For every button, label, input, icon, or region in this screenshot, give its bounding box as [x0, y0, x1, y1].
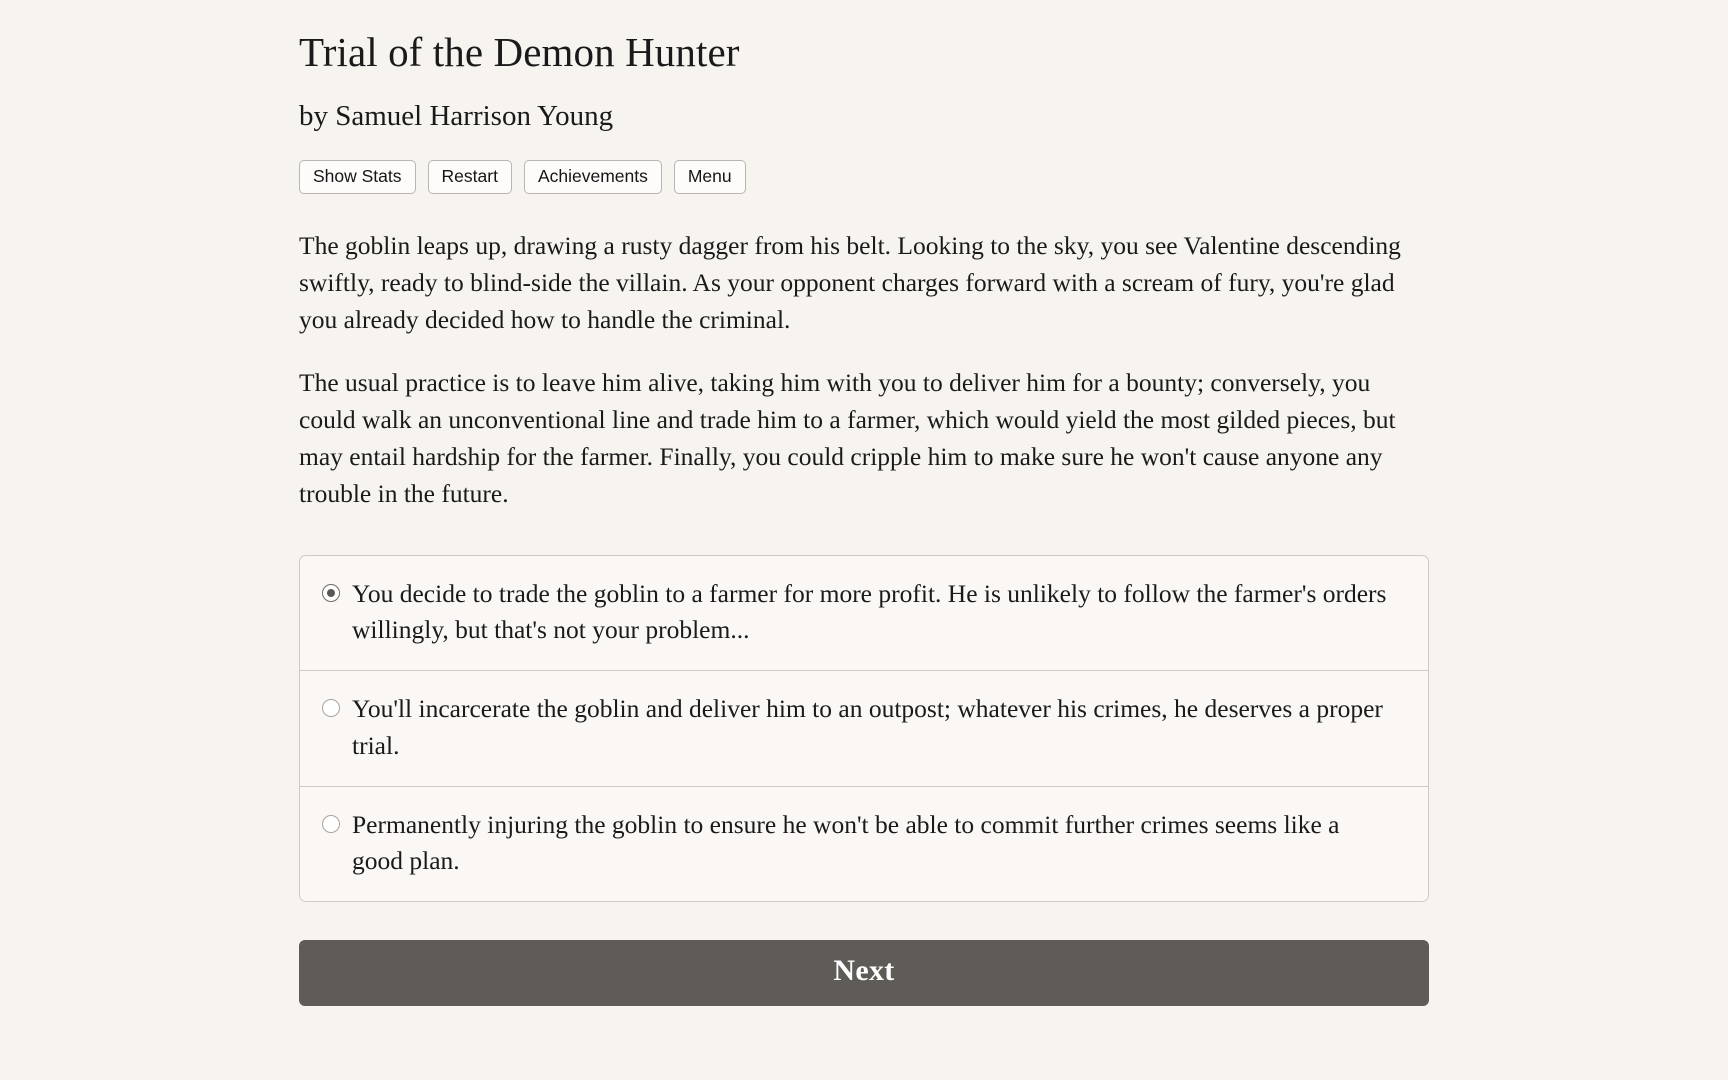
toolbar	[299, 160, 1429, 194]
choice-option[interactable]	[300, 671, 1428, 786]
radio-icon[interactable]	[322, 584, 340, 602]
menu-button[interactable]: Menu	[674, 160, 746, 194]
choice-list	[299, 555, 1429, 902]
radio-icon[interactable]	[322, 815, 340, 833]
choice-label: You decide to trade the goblin to a farmer for more profit. He is unlikely to follow the farmer's orders willingly, but that's not your problem...	[352, 578, 1387, 645]
next-button[interactable]: Next	[299, 940, 1429, 1006]
show-stats-button[interactable]: Show Stats	[299, 160, 416, 194]
choice-label: You'll incarcerate the goblin and deliver him to an outpost; whatever his crimes, he deserves a proper trial.	[352, 694, 1383, 760]
choice-option[interactable]	[300, 556, 1428, 671]
story-paragraph-1: The goblin leaps up, drawing a rusty dagger from his belt. Looking to the sky, you see Valentine descending swiftly, ready to blind-side the villain. As your opponent charges forward with a scream of fury, you're glad you already decided how to handle the criminal.	[299, 231, 1401, 335]
radio-icon[interactable]	[322, 699, 340, 717]
restart-button[interactable]: Restart	[428, 160, 512, 194]
author-byline: by Samuel Harrison Young	[299, 100, 614, 133]
choice-option[interactable]	[300, 787, 1428, 901]
page-title: Trial of the Demon Hunter	[299, 29, 740, 75]
game-page	[299, 0, 1429, 1006]
choice-label: Permanently injuring the goblin to ensure he won't be able to commit further crimes seems like a good plan.	[352, 809, 1340, 875]
achievements-button[interactable]: Achievements	[524, 160, 662, 194]
story-paragraph-2: The usual practice is to leave him alive, taking him with you to deliver him for a bounty; conversely, you could walk an unconventional line and trade him to a farmer, which would yield the most gilded pieces, but may entail hardship for the farmer. Finally, you could cripple him to make sure he won't cause anyone any trouble in the future.	[299, 368, 1396, 508]
